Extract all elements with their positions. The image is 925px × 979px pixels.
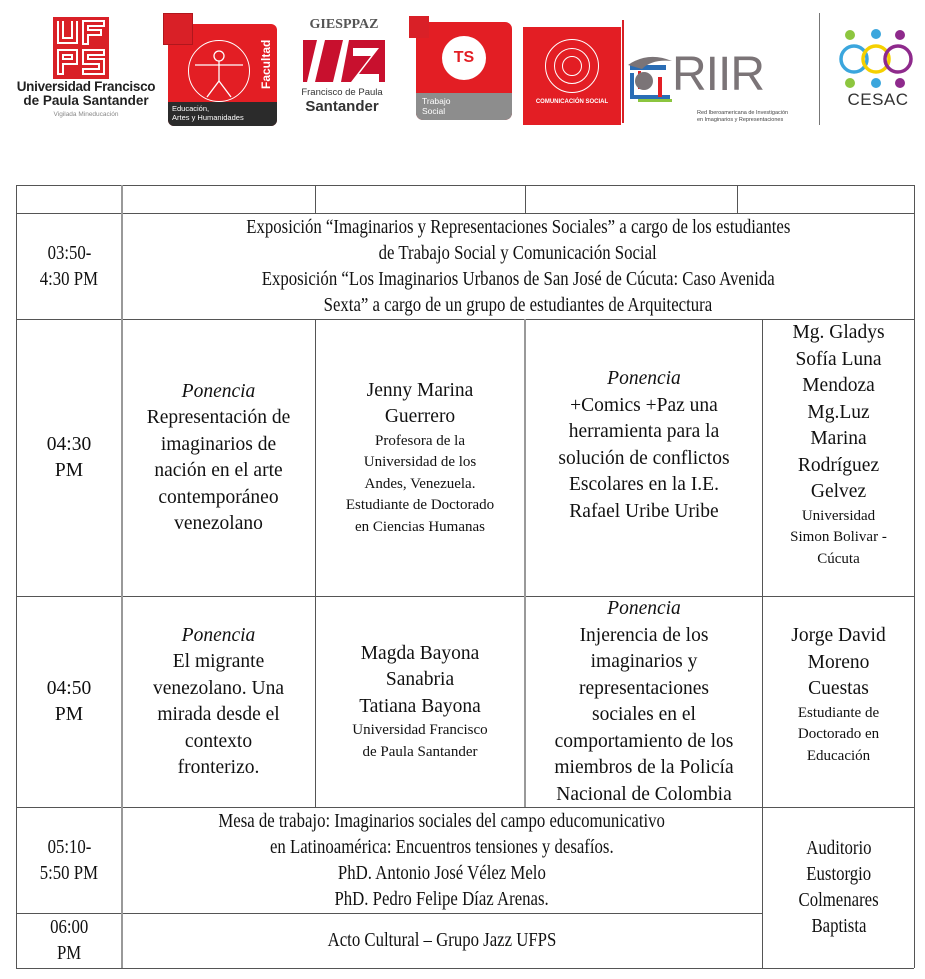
time-line: PM [56, 943, 82, 964]
ponencia-title-line: nación en el arte [154, 460, 283, 481]
time-line: 05:10- [47, 836, 91, 858]
ponencia-title-line: Escolares en la I.E. [569, 474, 719, 495]
speaker-name-line: Marina [810, 428, 867, 449]
time-line: PM [54, 704, 84, 725]
ponencia-title-line: Representación de [146, 407, 291, 428]
ponencia-cell [526, 320, 762, 596]
table-border [737, 185, 738, 213]
speaker-name-line: Moreno [807, 651, 870, 673]
speaker-affiliation-line: Estudiante de Doctorado [345, 497, 495, 514]
event-line: Mesa de trabajo: Imaginarios sociales del campo educomunicativo [218, 810, 666, 832]
speaker-name-line: Cuestas [808, 678, 869, 699]
venue-line: Eustorgio [806, 864, 871, 885]
ponencia-title-line: sociales en el [592, 704, 696, 725]
riir-subtitle-line1: Red Iberoamericana de Investigación [697, 110, 789, 116]
facultad-vertical-text: Facultad [259, 39, 273, 89]
comunicacion-social-label: COMUNICACIÓN SOCIAL [535, 99, 609, 105]
speaker-cell [316, 320, 524, 596]
speaker-name-line: Tatiana Bayona [359, 695, 481, 717]
ponencia-label: Ponencia [607, 368, 681, 389]
time-line: PM [54, 460, 84, 481]
speaker-name-line: Gelvez [810, 481, 867, 502]
event-line: de Trabajo Social y Comunicación Social [378, 242, 658, 264]
speaker-affiliation-line: en Ciencias Humanas [355, 518, 485, 535]
ponencia-cell [122, 597, 315, 807]
ponencia-title-line: solución de conflictos [558, 447, 730, 469]
speaker-affiliation-line: Educación [806, 747, 871, 764]
speaker-name-line: Mg. Gladys [792, 322, 885, 343]
event-line: Sexta” a cargo de un grupo de estudiantes de Arquitectura [323, 294, 713, 316]
event-cell [122, 808, 762, 913]
speaker-name-line: Magda Bayona [360, 642, 480, 664]
speaker-name-line: Sanabria [385, 669, 455, 691]
speaker-name-line: Mg.Luz [807, 401, 870, 423]
cesac-wordmark: CESAC [847, 90, 909, 109]
speaker-affiliation-line: Estudiante de [797, 704, 880, 721]
ponencia-title-line: Rafael Uribe Uribe [569, 500, 719, 522]
speaker-affiliation-line: de Paula Santander [362, 743, 478, 760]
event-cell [122, 214, 914, 319]
speaker-affiliation-line: Universidad [801, 507, 876, 524]
time-cell [17, 214, 121, 319]
event-line: PhD. Pedro Felipe Díaz Arenas. [334, 888, 550, 910]
time-line: 04:30 [46, 433, 92, 455]
ponencia-title-line: miembros de la Policía [554, 757, 734, 778]
time-cell [17, 320, 121, 596]
event-line: en Latinoamérica: Encuentros tensiones y desafíos. [270, 836, 614, 858]
ponencia-title-line: fronterizo. [177, 757, 260, 778]
ponencia-title-line: herramienta para la [568, 421, 720, 442]
ponencia-title-line: venezolano. Una [152, 677, 285, 699]
ponencia-label: Ponencia [181, 624, 256, 646]
speaker-cell [316, 597, 524, 807]
event-cell [122, 914, 762, 968]
giesppaz-line3: Santander [305, 98, 379, 115]
ufps-name-line1: Universidad Francisco [16, 79, 156, 94]
ponencia-title-line: Nacional de Colombia [556, 783, 732, 805]
event-line: Exposición “Imaginarios y Representaciones Sociales” a cargo de los estudiantes [245, 216, 791, 238]
ponencia-title-line: mirada desde el [157, 704, 280, 725]
ponencia-title-line: Injerencia de los [579, 624, 709, 646]
venue-line: Baptista [811, 916, 866, 937]
ufps-name-line2: de Paula Santander [23, 93, 149, 108]
trabajo-social-line1: Trabajo [422, 96, 451, 106]
speaker-name-line: Sofía Luna [795, 348, 882, 370]
ponencia-cell [526, 597, 762, 807]
table-border [315, 185, 316, 213]
speaker-cell [763, 597, 914, 807]
speaker-affiliation-line: Simon Bolivar - [790, 529, 887, 545]
ponencia-title-line: imaginarios de [160, 433, 277, 455]
speaker-name-line: Jenny Marina [366, 379, 474, 401]
time-line: 5:50 PM [39, 862, 99, 884]
ponencia-title-line: comportamiento de los [554, 730, 734, 752]
time-line: 04:50 [46, 677, 92, 699]
facultad-line1: Educación, [172, 104, 210, 113]
speaker-affiliation-line: Universidad Francisco [352, 722, 488, 739]
table-border [16, 968, 914, 969]
speaker-affiliation-line: Universidad de los [363, 454, 477, 471]
giesppaz-title: GIESPPAZ [309, 17, 379, 32]
ponencia-title-line: contemporáneo [158, 486, 279, 508]
trabajo-social-line2: Social [422, 105, 446, 116]
ufps-vigilada: Vigilada Mineducación [53, 111, 119, 118]
giesppaz-line2: Francisco de Paula [301, 87, 383, 98]
time-line: 03:50- [47, 242, 91, 264]
time-line: 06:00 [49, 917, 89, 938]
globe-hand-icon: TS [442, 36, 486, 80]
time-cell [17, 597, 121, 807]
time-cell [17, 808, 121, 913]
riir-wordmark: RIIR [672, 48, 764, 101]
speaker-name-line: Guerrero [384, 406, 456, 428]
speaker-name-line: Rodríguez [797, 454, 880, 476]
ponencia-label: Ponencia [181, 380, 256, 402]
ponencia-title-line: venezolano [174, 513, 263, 534]
event-line: Exposición “Los Imaginarios Urbanos de San José de Cúcuta: Caso Avenida [261, 268, 775, 290]
speaker-affiliation-line: Profesora de la [375, 432, 465, 449]
facultad-line2: Artes y Humanidades [172, 112, 244, 122]
ponencia-cell [122, 320, 315, 596]
ponencia-title-line: representaciones [579, 677, 709, 699]
time-cell [17, 914, 121, 968]
event-line: PhD. Antonio José Vélez Melo [338, 862, 546, 884]
ponencia-title-line: contexto [184, 730, 253, 752]
speaker-cell [763, 320, 914, 596]
table-border [16, 185, 914, 186]
speaker-name-line: Mendoza [802, 375, 875, 396]
time-line: 4:30 PM [39, 268, 99, 290]
speaker-name-line: Jorge David [791, 625, 886, 646]
ponencia-label: Ponencia [607, 598, 681, 619]
speaker-affiliation-line: Cúcuta [817, 550, 860, 567]
speaker-affiliation-line: Andes, Venezuela. [364, 475, 476, 492]
riir-subtitle-line2: en Imaginarios y Representaciones [697, 116, 784, 123]
venue-line: Colmenares [798, 890, 879, 911]
venue-cell [763, 808, 914, 968]
ponencia-title-line: imaginarios y [590, 651, 698, 672]
table-border [525, 185, 526, 213]
speaker-affiliation-line: Doctorado en [797, 726, 880, 742]
ponencia-title-line: +Comics +Paz una [570, 394, 718, 416]
venue-line: Auditorio [805, 838, 872, 859]
table-border [914, 185, 915, 968]
ponencia-title-line: El migrante [172, 651, 265, 672]
event-line: Acto Cultural – Grupo Jazz UFPS [327, 930, 557, 951]
